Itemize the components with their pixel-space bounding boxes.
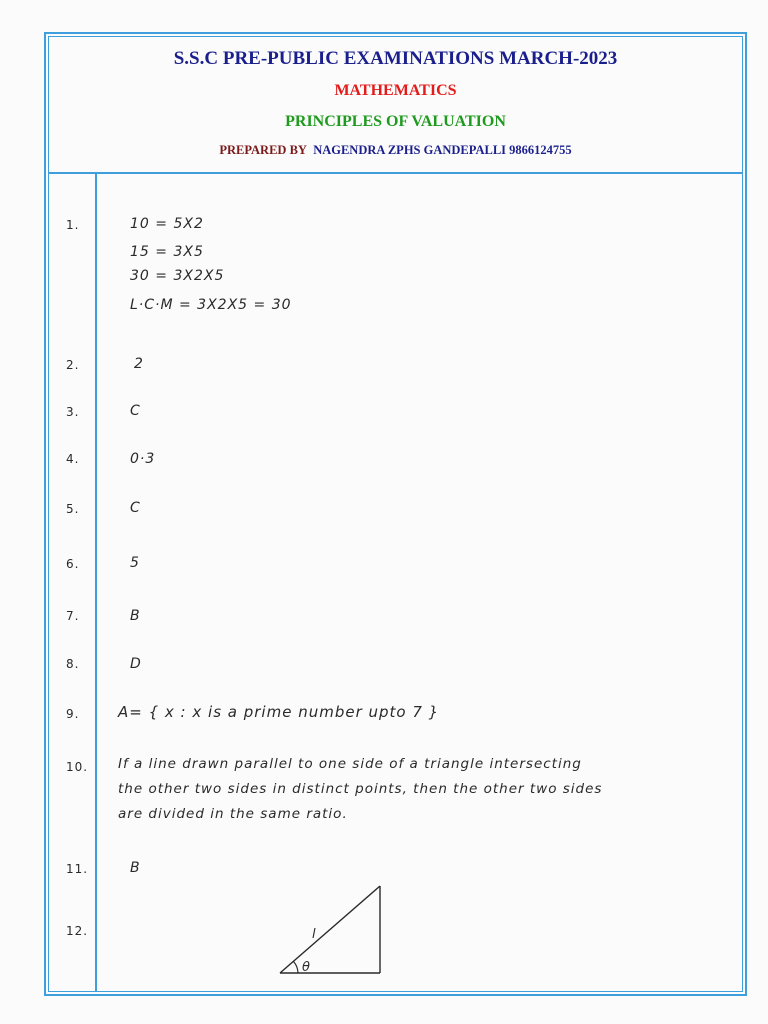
- right-triangle-diagram: [276, 880, 392, 980]
- angle-label: θ: [302, 960, 310, 975]
- page-border-inner: [48, 36, 743, 992]
- answer-number-11: 11.: [66, 862, 89, 876]
- answer-4: 0·3: [130, 451, 156, 467]
- triangle-hypotenuse: [280, 886, 380, 973]
- prepared-by: [48, 143, 743, 158]
- answer-number-4: 4.: [66, 452, 80, 466]
- answer-10-line-1: If a line drawn parallel to one side of a triangle intersecting: [118, 756, 582, 772]
- answer-10-line-2: the other two sides in distinct points, then the other two sides: [118, 781, 603, 797]
- subject-title: MATHEMATICS: [334, 82, 457, 99]
- answer-7: B: [130, 608, 141, 624]
- preparer-name: NAGENDRA ZPHS GANDEPALLI 9866124755: [313, 143, 572, 157]
- prepared-by-label: PREPARED BY: [219, 143, 307, 157]
- answer-5: C: [130, 500, 141, 516]
- hypotenuse-label: l: [312, 927, 316, 942]
- answer-11: B: [130, 860, 141, 876]
- angle-arc: [294, 962, 299, 974]
- principles-title: PRINCIPLES OF VALUATION: [285, 113, 506, 130]
- answer-number-5: 5.: [66, 502, 80, 516]
- answer-number-3: 3.: [66, 405, 80, 419]
- answer-number-10: 10.: [66, 760, 89, 774]
- answer-number-9: 9.: [66, 707, 80, 721]
- answer-number-1: 1.: [66, 218, 80, 232]
- answer-3: C: [130, 403, 141, 419]
- answer-number-8: 8.: [66, 657, 80, 671]
- header-divider: [48, 172, 743, 174]
- answer-2: 2: [134, 356, 144, 372]
- answer-10-line-3: are divided in the same ratio.: [118, 806, 348, 822]
- exam-title: S.S.C PRE-PUBLIC EXAMINATIONS MARCH-2023: [173, 48, 618, 69]
- answer-1-line-4: L·C·M = 3X2X5 = 30: [130, 297, 292, 313]
- answer-1-line-1: 10 = 5X2: [130, 216, 204, 232]
- answer-6: 5: [130, 555, 140, 571]
- answer-number-12: 12.: [66, 924, 89, 938]
- answer-1-line-2: 15 = 3X5: [130, 244, 204, 260]
- answer-9: A= { x : x is a prime number upto 7 }: [118, 703, 440, 721]
- answer-number-6: 6.: [66, 557, 80, 571]
- answer-number-7: 7.: [66, 609, 80, 623]
- answer-8: D: [130, 656, 142, 672]
- answer-1-line-3: 30 = 3X2X5: [130, 268, 225, 284]
- margin-line: [95, 174, 97, 992]
- answer-number-2: 2.: [66, 358, 80, 372]
